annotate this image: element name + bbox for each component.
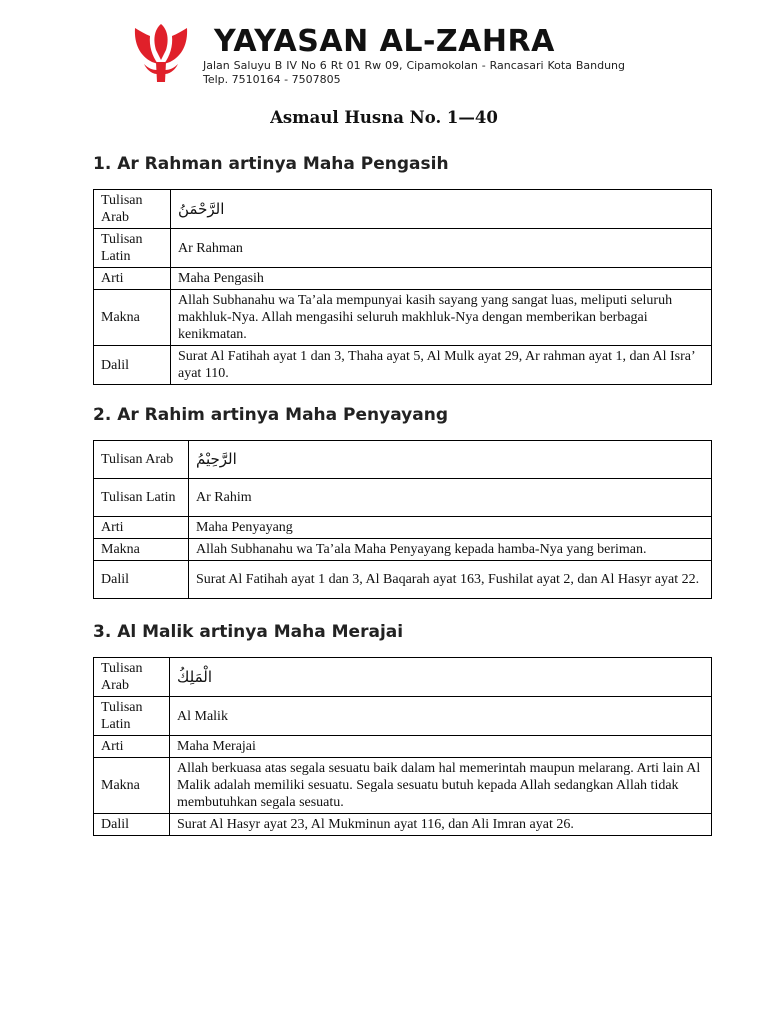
row-label: Tulisan Arab [94,658,170,697]
table-row [94,290,712,346]
row-label: Makna [94,758,170,814]
row-label: Tulisan Arab [94,190,171,229]
table-row [94,658,712,697]
table-row [94,346,712,385]
row-label: Tulisan Latin [94,697,170,736]
section-heading-2: 2. Ar Rahim artinya Maha Penyayang [93,405,448,425]
arabic-text: الرَّحْمَنُ [171,190,712,229]
row-value: Ar Rahim [189,479,712,517]
row-label: Tulisan Arab [94,441,189,479]
info-table-1 [93,189,712,385]
table-row [94,758,712,814]
row-label: Makna [94,539,189,561]
row-label: Arti [94,268,171,290]
row-label: Dalil [94,561,189,599]
row-value: Ar Rahman [171,229,712,268]
section-heading-3: 3. Al Malik artinya Maha Merajai [93,622,404,642]
org-name: YAYASAN AL-ZAHRA [214,24,555,59]
document-title: Asmaul Husna No. 1—40 [270,108,498,127]
row-value: Allah Subhanahu wa Ta’ala mempunyai kasih sayang yang sangat luas, meliputi seluruh makhluk-Nya. Allah mengasihi seluruh makhluk-Nya dengan memberikan berbagai kenikmatan. [171,290,712,346]
table-row [94,268,712,290]
table-row [94,190,712,229]
info-table-2 [93,440,712,599]
info-table-3 [93,657,712,836]
row-label: Tulisan Latin [94,479,189,517]
row-value: Allah Subhanahu wa Ta’ala Maha Penyayang kepada hamba-Nya yang beriman. [189,539,712,561]
row-label: Arti [94,517,189,539]
table-row [94,539,712,561]
row-value: Al Malik [170,697,712,736]
row-label: Dalil [94,346,171,385]
org-address: Jalan Saluyu B IV No 6 Rt 01 Rw 09, Cipamokolan - Rancasari Kota Bandung Telp. 7510164 - 7507805 [203,59,625,86]
table-row [94,517,712,539]
table-row [94,561,712,599]
arabic-text: الرَّحِيْمُ [189,441,712,479]
row-label: Tulisan Latin [94,229,171,268]
row-label: Dalil [94,814,170,836]
table-row [94,814,712,836]
row-value: Maha Pengasih [171,268,712,290]
row-value: Surat Al Fatihah ayat 1 dan 3, Thaha ayat 5, Al Mulk ayat 29, Ar rahman ayat 1, dan Al Isra’ ayat 110. [171,346,712,385]
row-value: Surat Al Hasyr ayat 23, Al Mukminun ayat 116, dan Ali Imran ayat 26. [170,814,712,836]
table-row [94,697,712,736]
row-label: Arti [94,736,170,758]
table-row [94,441,712,479]
row-value: Maha Penyayang [189,517,712,539]
table-row [94,479,712,517]
row-value: Surat Al Fatihah ayat 1 dan 3, Al Baqarah ayat 163, Fushilat ayat 2, dan Al Hasyr ayat 22. [189,561,712,599]
table-row [94,736,712,758]
section-heading-1: 1. Ar Rahman artinya Maha Pengasih [93,154,449,174]
row-value: Maha Merajai [170,736,712,758]
arabic-text: الْمَلِكُ [170,658,712,697]
table-row [94,229,712,268]
tulip-logo-icon [132,20,190,84]
row-value: Allah berkuasa atas segala sesuatu baik dalam hal memerintah maupun melarang. Arti lain Al Malik adalah memiliki sesuatu. Segala sesuatu butuh kepada Allah sedangkan Allah tidak membutuhkan segala sesuatu. [170,758,712,814]
row-label: Makna [94,290,171,346]
